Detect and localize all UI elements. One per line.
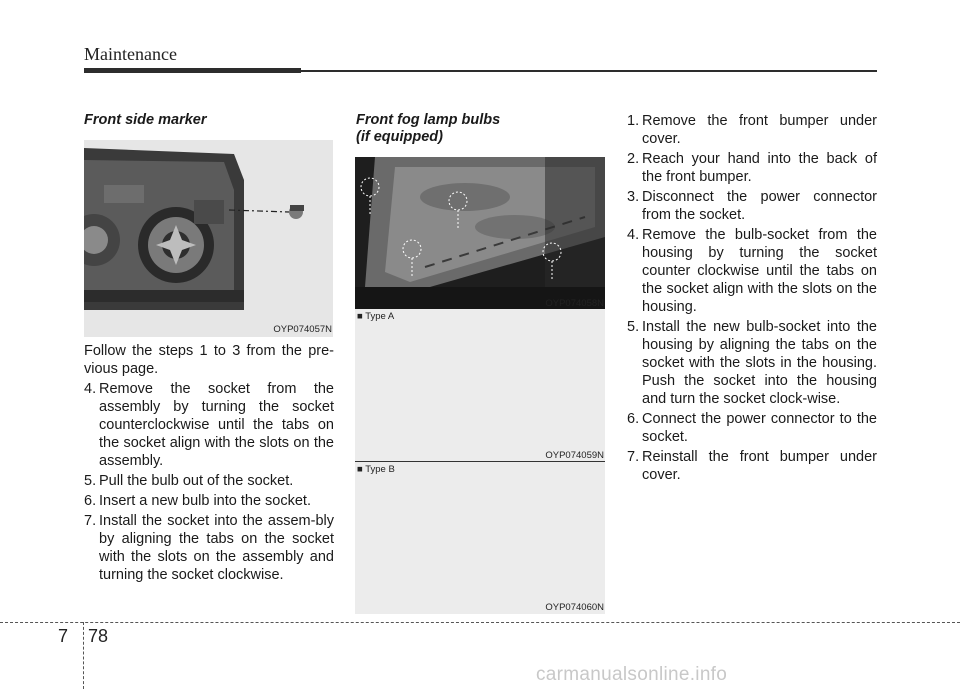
step-text: Pull the bulb out of the socket. (99, 473, 294, 489)
page-number: 78 (88, 626, 109, 646)
photo-caption: OYP074058N (545, 298, 604, 309)
chapter-number: 7 (58, 626, 69, 646)
type-b-photo (355, 462, 605, 614)
list-item (627, 112, 877, 148)
header-rule-thin (301, 70, 877, 72)
list-item (627, 448, 877, 484)
fog-lamp-underside-illustration (355, 157, 605, 309)
step-number: 4. (627, 227, 640, 243)
footer-rule (0, 622, 960, 623)
list-item (84, 492, 334, 510)
step-number: 5. (627, 319, 640, 335)
step-number: 7. (84, 513, 97, 529)
step-text: Reinstall the front bumper under cover. (642, 449, 877, 483)
watermark: carmanualsonline.info (536, 664, 728, 685)
step-text: Connect the power connector to the socket. (642, 411, 877, 445)
type-b-label: ■ Type B (357, 464, 395, 475)
list-item (627, 226, 877, 316)
step-number: 5. (84, 473, 97, 489)
list-item (627, 410, 877, 446)
step-number: 6. (627, 411, 640, 427)
side-marker-illustration (84, 140, 333, 337)
section-title-line: (if equipped) (356, 129, 443, 145)
type-a-photo (355, 309, 605, 461)
side-marker-photo (84, 140, 333, 337)
step-number: 4. (84, 381, 97, 397)
photo-caption: OYP074059N (545, 450, 604, 461)
type-a-label: ■ Type A (357, 311, 395, 322)
step-number: 2. (627, 151, 640, 167)
step-text: Remove the front bumper under cover. (642, 113, 877, 147)
step-text: Reach your hand into the back of the front bumper. (642, 151, 877, 185)
step-text: Insert a new bulb into the socket. (99, 493, 311, 509)
step-number: 1. (627, 113, 640, 129)
list-item (627, 188, 877, 224)
step-text: Disconnect the power connector from the socket. (642, 189, 877, 223)
step-text: Remove the socket from the assembly by turning the socket counterclockwise until the tabs on the socket align with the slots on the assembly. (99, 381, 334, 469)
footer-divider (83, 622, 84, 689)
list-item (84, 380, 334, 470)
header-rule-thick (84, 68, 301, 73)
step-text: Install the socket into the assem-bly by aligning the tabs on the socket with the slots on the assembly and turning the socket clockwise. (99, 513, 334, 583)
intro-text: Follow the steps 1 to 3 from the pre-vious page. (84, 343, 334, 377)
section-title-front-side-marker: Front side marker (84, 112, 207, 128)
step-number: 7. (627, 449, 640, 465)
step-number: 6. (84, 493, 97, 509)
photo-caption: OYP074057N (273, 324, 332, 335)
list-item (84, 512, 334, 584)
left-text-block (84, 342, 334, 586)
photo-caption: OYP074060N (545, 602, 604, 613)
list-item (84, 472, 334, 490)
step-text: Remove the bulb-socket from the housing by turning the socket counter clockwise until the tabs on the socket align with the slots on the housing. (642, 227, 877, 315)
right-text-block (627, 112, 877, 486)
section-title-fog-lamp (356, 112, 500, 146)
step-text: Install the new bulb-socket into the housing by aligning the tabs on the socket with the slots in the housing. Push the socket into the housing and turn the socket clock-wise. (642, 319, 877, 407)
list-item (627, 150, 877, 186)
page-header-title: Maintenance (84, 44, 177, 64)
fog-lamp-photo (355, 157, 605, 309)
step-number: 3. (627, 189, 640, 205)
list-item (627, 318, 877, 408)
section-title-line: Front fog lamp bulbs (356, 112, 501, 128)
